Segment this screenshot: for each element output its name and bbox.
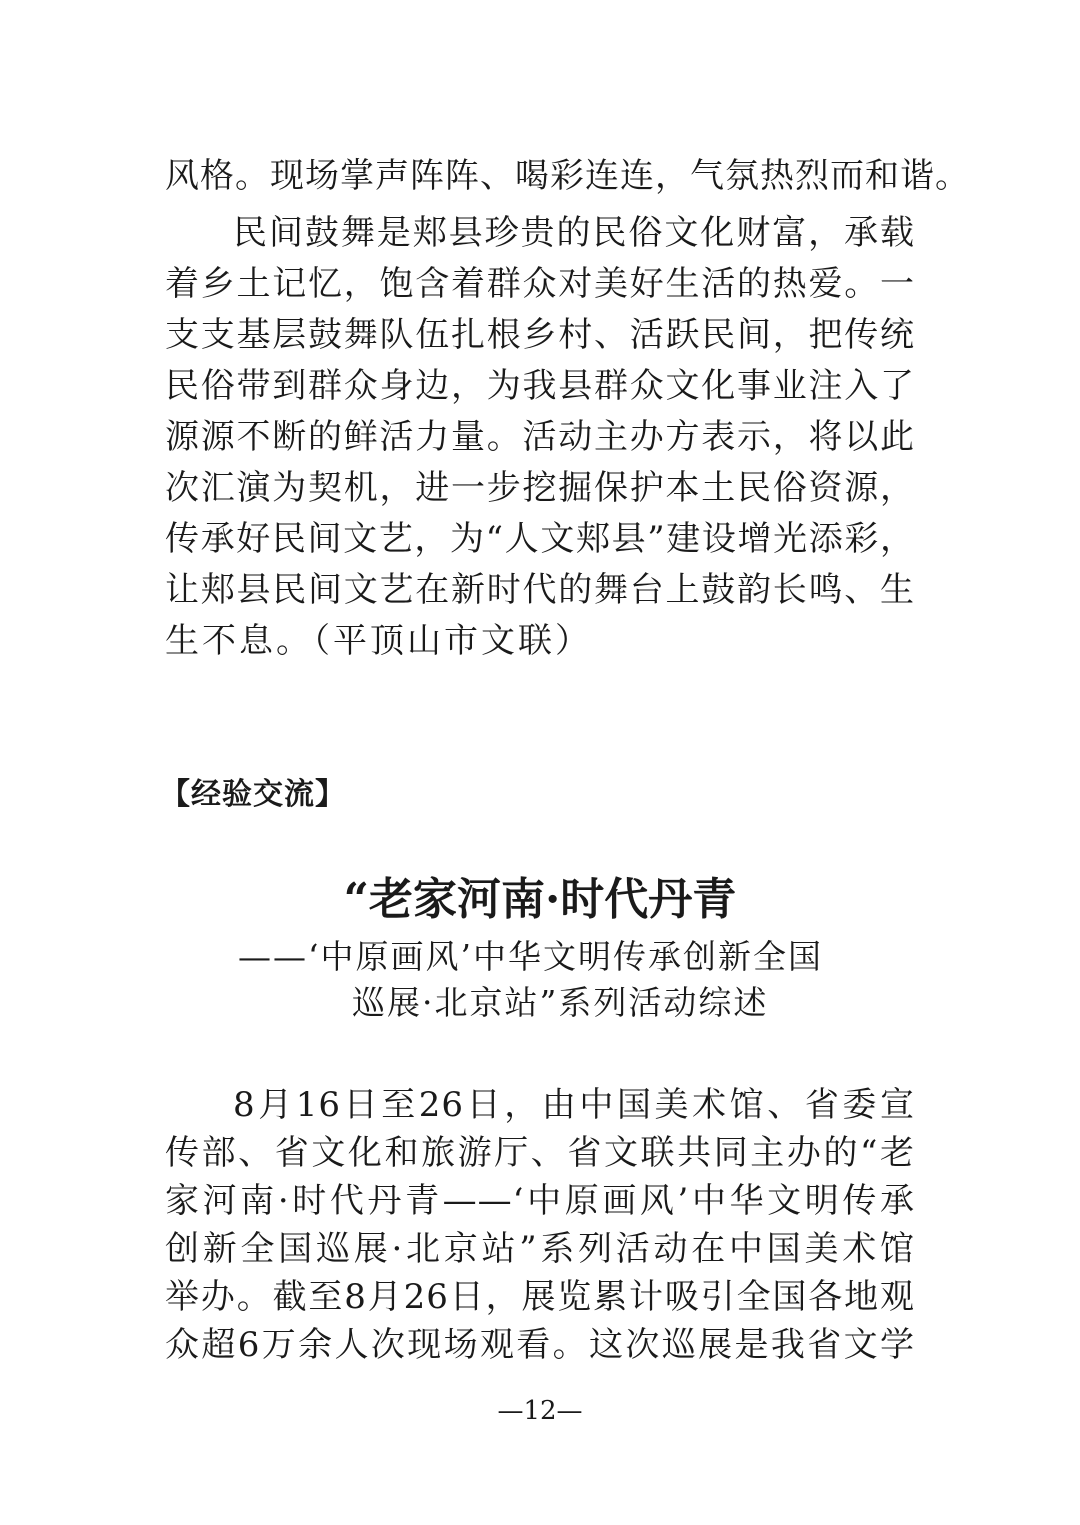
paragraph-line: 传承好民间文艺，为“人文郏县”建设增光添彩， bbox=[165, 519, 915, 559]
paragraph-line: 民俗带到群众身边，为我县群众文化事业注入了 bbox=[165, 366, 915, 406]
article-subtitle: 巡展·北京站”系列活动综述 bbox=[352, 983, 769, 1022]
paragraph-line: 民间鼓舞是郏县珍贵的民俗文化财富，承载 bbox=[233, 213, 915, 253]
article-line: 家河南·时代丹青——‘中原画风’中华文明传承 bbox=[165, 1181, 915, 1221]
article-title: “老家河南·时代丹青 bbox=[343, 874, 737, 925]
paragraph-line: 让郏县民间文艺在新时代的舞台上鼓韵长鸣、生 bbox=[165, 570, 915, 610]
paragraph-line: 生不息。（平顶山市文联） bbox=[165, 621, 592, 661]
article-line: 8月16日至26日，由中国美术馆、省委宣 bbox=[233, 1085, 915, 1125]
article-line: 举办。截至8月26日，展览累计吸引全国各地观 bbox=[165, 1277, 915, 1317]
article-subtitle: ——‘中原画风’中华文明传承创新全国 bbox=[238, 937, 823, 976]
paragraph-line: 着乡土记忆，饱含着群众对美好生活的热爱。一 bbox=[165, 264, 915, 304]
section-label: 【经验交流】 bbox=[160, 777, 346, 812]
article-line: 众超6万余人次现场观看。这次巡展是我省文学 bbox=[165, 1325, 915, 1365]
paragraph-line: 支支基层鼓舞队伍扎根乡村、活跃民间，把传统 bbox=[165, 315, 915, 355]
paragraph-line: 源源不断的鲜活力量。活动主办方表示，将以此 bbox=[165, 417, 915, 457]
article-line: 传部、省文化和旅游厅、省文联共同主办的“老 bbox=[165, 1133, 915, 1173]
page-number: —12— bbox=[497, 1396, 583, 1426]
paragraph-line: 次汇演为契机，进一步挖掘保护本土民俗资源， bbox=[165, 468, 915, 508]
article-line: 创新全国巡展·北京站”系列活动在中国美术馆 bbox=[165, 1229, 915, 1269]
paragraph-line: 风格。现场掌声阵阵、喝彩连连，气氛热烈而和谐。 bbox=[165, 156, 970, 196]
